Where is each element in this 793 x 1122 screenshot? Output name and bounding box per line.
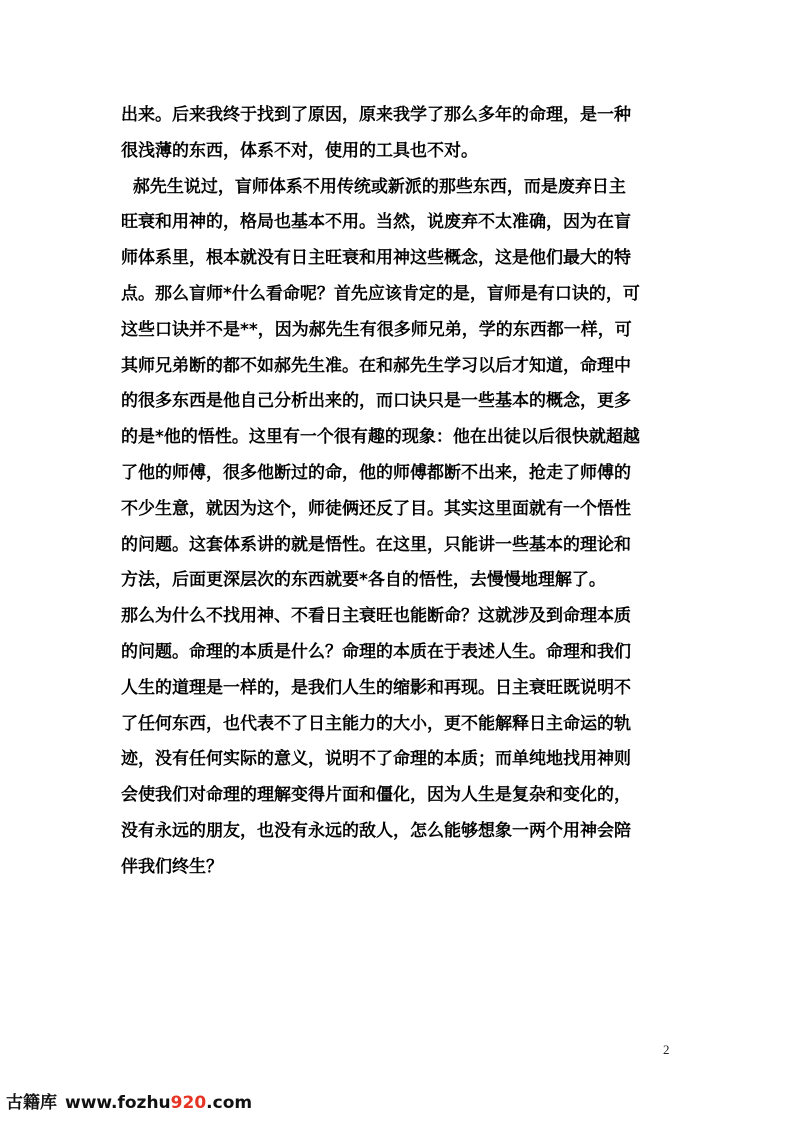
- text-line: 的很多东西是他自己分析出来的，而口诀只是一些基本的概念，更多: [121, 391, 631, 412]
- text-line: 其师兄弟断的都不如郝先生准。在和郝先生学习以后才知道，命理中: [121, 355, 631, 376]
- watermark-url-prefix: www.fozhu: [65, 1093, 171, 1113]
- watermark-url-number: 920: [170, 1093, 207, 1113]
- page-number: 2: [663, 1042, 670, 1057]
- text-line: 旺衰和用神的，格局也基本不用。当然，说废弃不太准确，因为在盲: [121, 212, 631, 233]
- text-line: 郝先生说过，盲师体系不用传统或新派的那些东西，而是废弃日主: [121, 176, 626, 197]
- text-line: 很浅薄的东西，体系不对，使用的工具也不对。: [121, 140, 478, 161]
- text-line: 不少生意，就因为这个，师徒俩还反了目。其实这里面就有一个悟性: [121, 498, 631, 519]
- text-line: 的问题。命理的本质是什么？命理的本质在于表述人生。命理和我们: [121, 641, 631, 662]
- text-line: 出来。后来我终于找到了原因，原来我学了那么多年的命理，是一种: [121, 105, 631, 125]
- text-line: 那么为什么不找用神、不看日主衰旺也能断命？这就涉及到命理本质: [121, 606, 631, 627]
- text-line: 师体系里，根本就没有日主旺衰和用神这些概念，这是他们最大的特: [121, 248, 631, 269]
- text-line: 没有永远的朋友，也没有永远的敌人，怎么能够想象一两个用神会陪: [121, 820, 631, 841]
- text-line: 方法，后面更深层次的东西就要*各自的悟性，去慢慢地理解了。: [121, 570, 606, 591]
- text-line: 会使我们对命理的理解变得片面和僵化，因为人生是复杂和变化的，: [121, 785, 631, 806]
- text-line: 了他的师傅，很多他断过的命，他的师傅都断不出来，抢走了师傅的: [121, 462, 631, 483]
- text-line: 人生的道理是一样的，是我们人生的缩影和再现。日主衰旺既说明不: [121, 677, 631, 698]
- site-watermark: [6, 1088, 252, 1113]
- text-line: 点。那么盲师*什么看命呢？首先应该肯定的是，盲师是有口诀的，可: [121, 283, 640, 304]
- text-line: 迹，没有任何实际的意义，说明不了命理的本质；而单纯地找用神则: [121, 749, 631, 770]
- text-line: 了任何东西，也代表不了日主能力的大小，更不能解释日主命运的轨: [121, 713, 631, 734]
- text-line: 伴我们终生？: [121, 856, 223, 877]
- watermark-site-name: 古籍库: [6, 1093, 57, 1113]
- watermark-url-suffix: .com: [206, 1093, 253, 1113]
- text-line: 的是*他的悟性。这里有一个很有趣的现象：他在出徒以后很快就超越: [121, 427, 640, 448]
- text-line: 的问题。这套体系讲的就是悟性。在这里，只能讲一些基本的理论和: [121, 534, 631, 555]
- text-line: 这些口诀并不是**，因为郝先生有很多师兄弟，学的东西都一样，可: [121, 319, 632, 340]
- body-text: [121, 98, 666, 886]
